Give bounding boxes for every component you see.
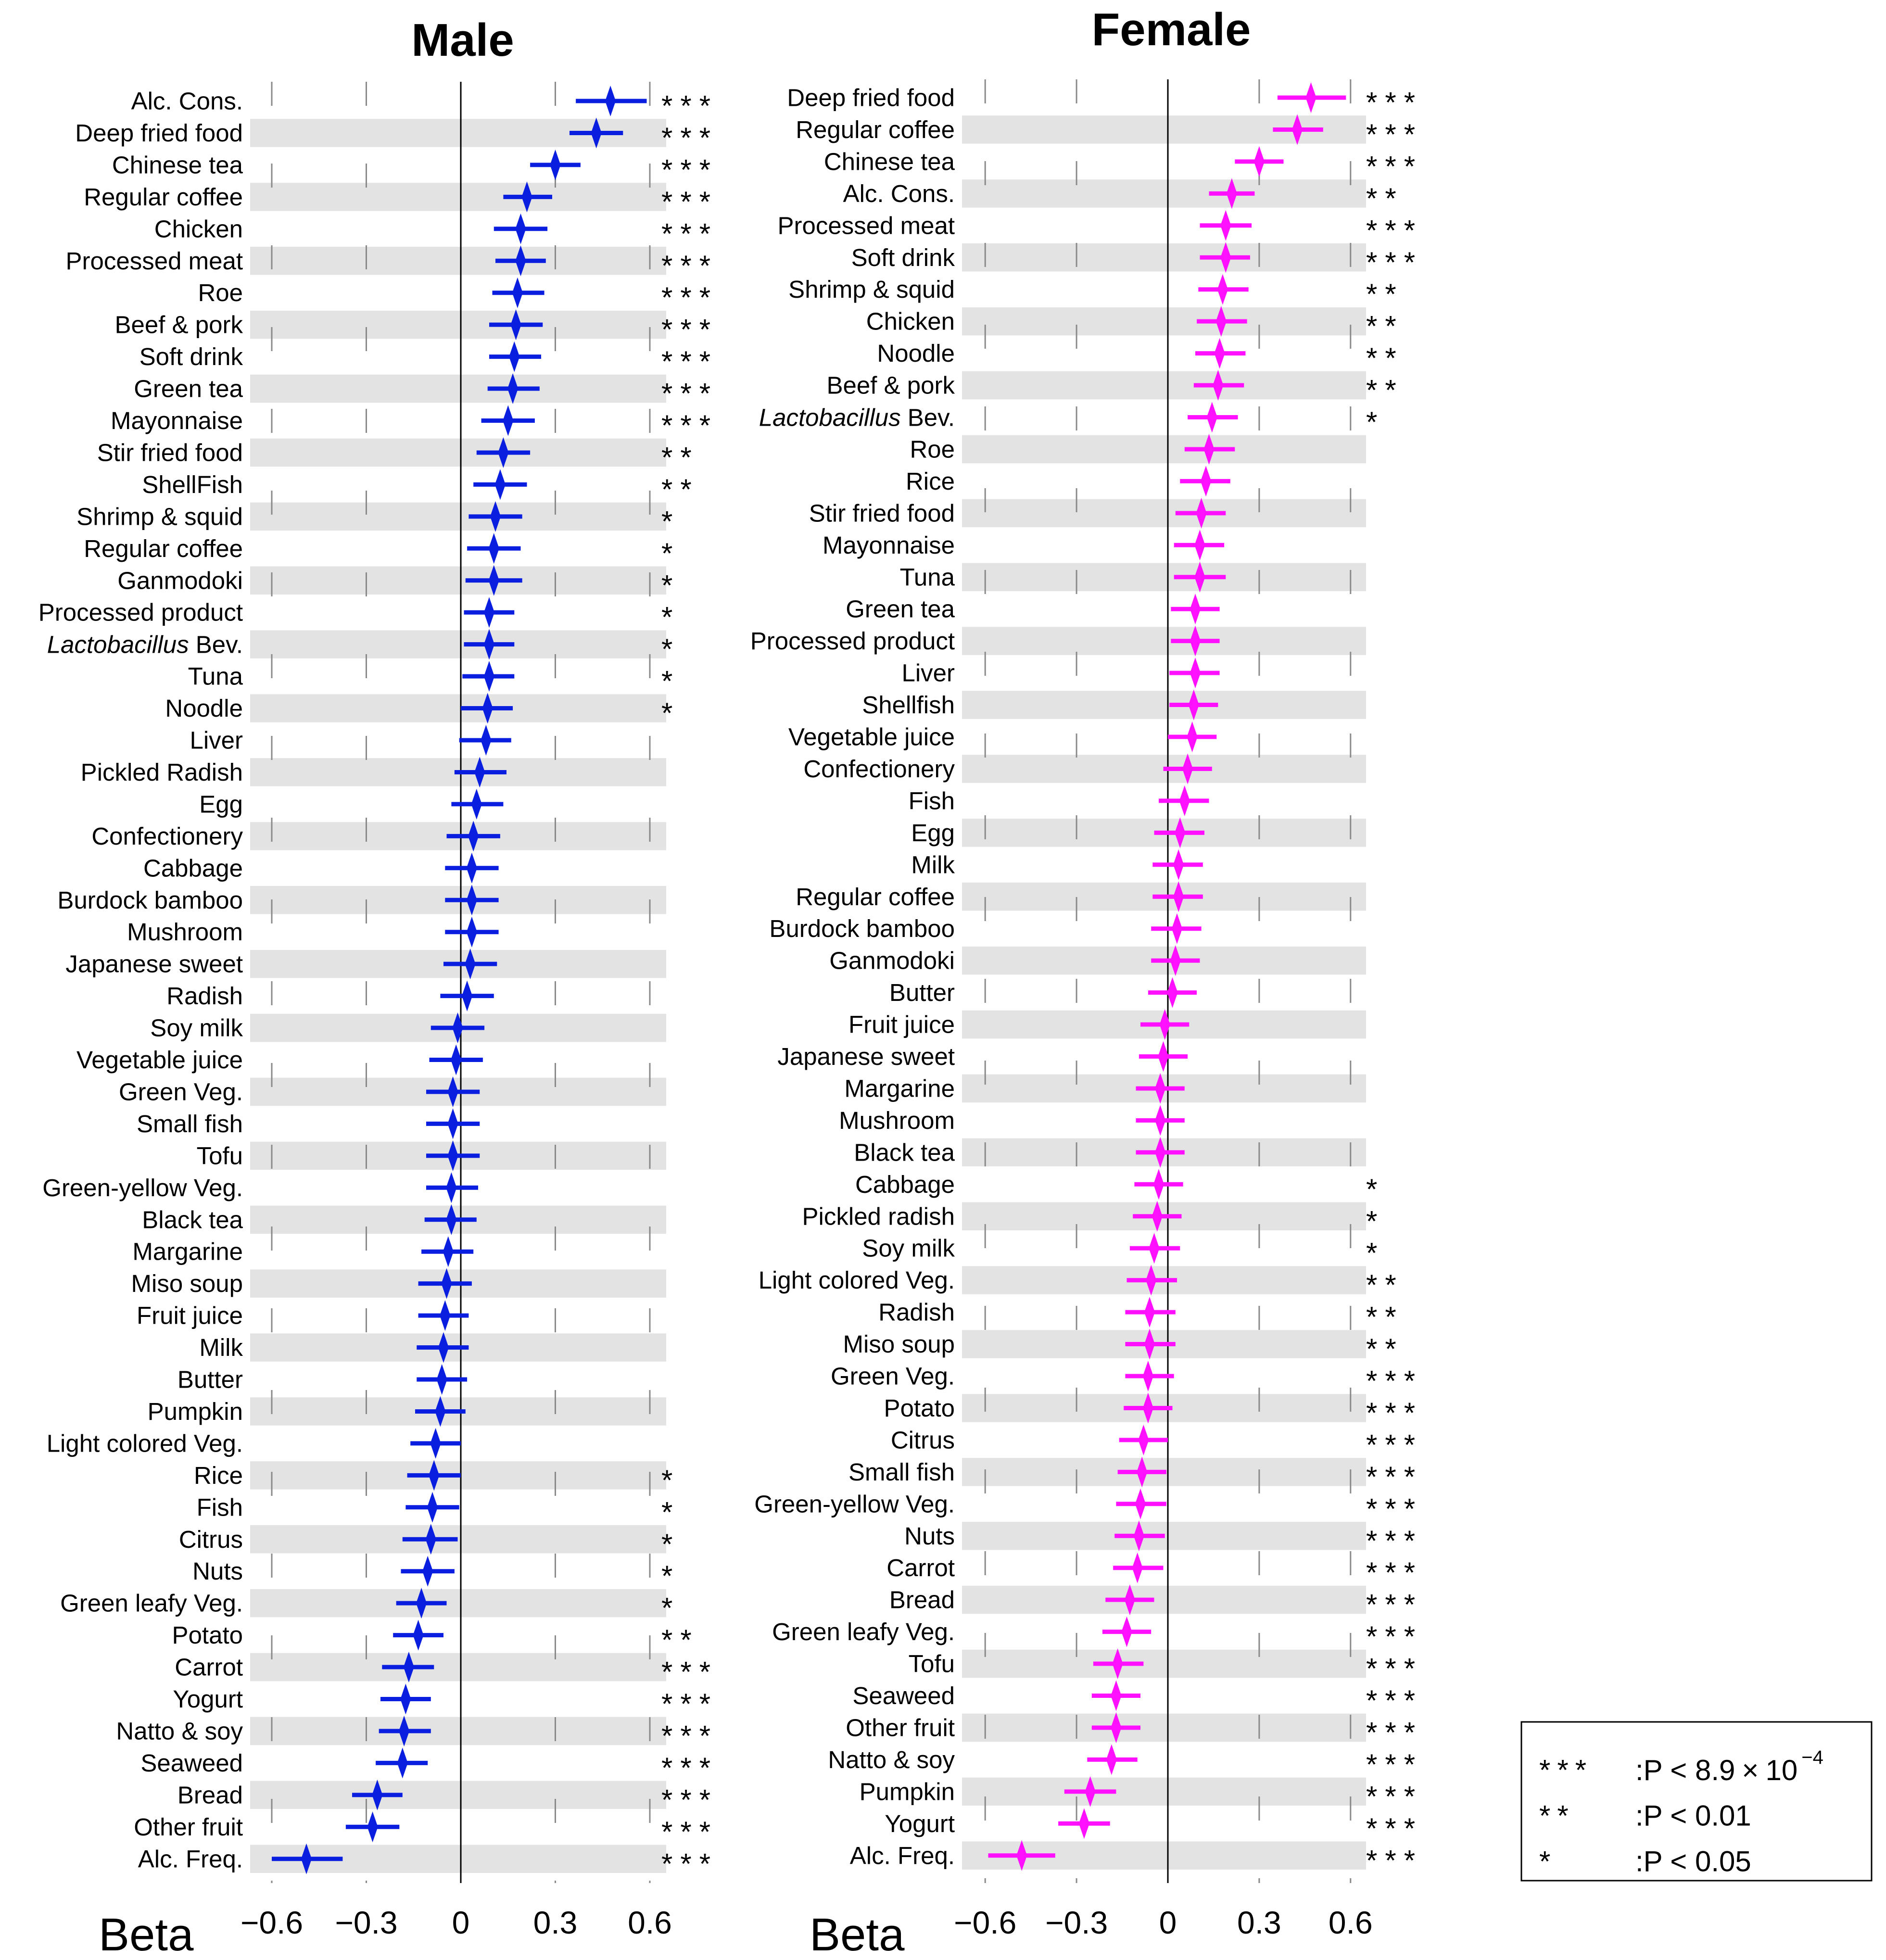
female-category-label: [759, 404, 955, 431]
female-significance-stars: **: [1366, 342, 1404, 375]
male-category-label: Radish: [166, 982, 243, 1010]
female-significance-stars: ***: [1366, 1524, 1423, 1557]
male-significance-stars: ***: [661, 377, 719, 410]
male-row-band: [250, 630, 666, 658]
female-category-label: Egg: [911, 819, 955, 847]
female-category-label: Pickled radish: [802, 1202, 955, 1230]
male-category-label: Mayonnaise: [111, 407, 243, 434]
male-significance-stars: ***: [661, 185, 719, 218]
male-category-label: Soy milk: [150, 1014, 243, 1042]
female-row-band: [962, 691, 1366, 719]
genus-italic: Lactobacillus: [47, 631, 189, 658]
female-category-label: Fish: [908, 787, 955, 815]
female-point-estimate: [1135, 1489, 1146, 1519]
male-category-label: Milk: [199, 1334, 243, 1362]
female-significance-stars: ***: [1366, 1620, 1423, 1653]
female-point-estimate: [1215, 338, 1225, 369]
male-point-estimate: [367, 1811, 378, 1842]
female-point-estimate: [1201, 466, 1211, 496]
male-category-label: Chinese tea: [112, 151, 243, 179]
genus-italic: Lactobacillus: [759, 404, 901, 431]
male-point-estimate: [550, 150, 561, 180]
male-category-label: Alc. Cons.: [131, 87, 243, 115]
female-category-label: Mushroom: [839, 1106, 955, 1134]
female-significance-stars: ***: [1366, 1588, 1423, 1621]
male-category-label: Rice: [193, 1461, 243, 1489]
female-category-label: Milk: [911, 851, 955, 879]
male-category-label: Pumpkin: [147, 1397, 243, 1425]
female-category-label: Ganmodoki: [829, 947, 955, 974]
female-category-label: Regular coffee: [796, 883, 955, 910]
male-significance-stars: *: [661, 665, 681, 697]
female-point-estimate: [1187, 721, 1198, 752]
female-significance-stars: ***: [1366, 1460, 1423, 1493]
male-significance-stars: ***: [661, 1656, 719, 1688]
female-significance-stars: ***: [1366, 214, 1423, 247]
female-x-tick-label: 0: [1159, 1905, 1177, 1940]
female-significance-stars: ***: [1366, 1780, 1423, 1813]
female-forest-panel: [750, 79, 1423, 1960]
female-category-label: Regular coffee: [796, 115, 955, 143]
male-significance-stars: ***: [661, 1847, 719, 1880]
female-category-label: Shrimp & squid: [788, 276, 955, 303]
female-point-estimate: [1144, 1297, 1155, 1328]
male-row-band: [250, 375, 666, 403]
female-category-label: Citrus: [890, 1426, 955, 1454]
category-suffix: Bev.: [900, 404, 955, 431]
male-point-estimate: [512, 278, 523, 308]
female-point-estimate: [1122, 1617, 1132, 1647]
female-significance-stars: ***: [1366, 1396, 1423, 1429]
female-category-label: Light colored Veg.: [758, 1266, 955, 1294]
female-point-estimate: [1179, 785, 1190, 816]
male-category-label: Deep fried food: [75, 119, 243, 147]
male-significance-stars: ***: [661, 1688, 719, 1720]
female-row-band: [962, 627, 1366, 655]
legend-stars-1: ***: [1539, 1754, 1594, 1786]
male-point-estimate: [443, 1236, 454, 1267]
male-point-estimate: [467, 853, 477, 884]
legend-times-sign: ×: [1742, 1754, 1759, 1786]
male-category-label: Green-yellow Veg.: [42, 1174, 243, 1201]
female-category-label: Tofu: [908, 1650, 955, 1678]
male-significance-stars: ***: [661, 1720, 719, 1752]
female-row-band: [962, 435, 1366, 464]
male-category-label: Citrus: [178, 1525, 243, 1553]
female-significance-stars: ***: [1366, 1812, 1423, 1845]
female-significance-stars: ***: [1366, 1716, 1423, 1749]
female-category-label: Japanese sweet: [777, 1043, 955, 1070]
male-significance-stars: *: [661, 601, 681, 633]
male-category-label: Soft drink: [139, 343, 243, 371]
female-category-label: Black tea: [854, 1138, 955, 1166]
male-category-label: Confectionery: [91, 822, 243, 850]
male-significance-stars: **: [661, 441, 699, 474]
male-point-estimate: [440, 1300, 450, 1331]
female-x-tick-label: 0.3: [1237, 1905, 1281, 1940]
female-point-estimate: [1143, 1361, 1153, 1391]
male-category-label: Fruit juice: [136, 1302, 243, 1329]
male-x-axis-label: Beta: [99, 1909, 194, 1960]
male-category-label: Light colored Veg.: [46, 1429, 243, 1457]
male-x-tick-label: −0.3: [335, 1905, 398, 1940]
male-point-estimate: [481, 725, 491, 756]
female-point-estimate: [1155, 1105, 1165, 1136]
female-significance-stars: *: [1366, 1237, 1385, 1269]
male-category-label: Burdock bamboo: [57, 886, 243, 914]
female-point-estimate: [1138, 1425, 1149, 1455]
female-category-label: Alc. Freq.: [849, 1842, 955, 1870]
female-category-label: Chicken: [866, 307, 955, 335]
male-row-band: [250, 1717, 666, 1745]
female-x-tick-label: 0.6: [1328, 1905, 1373, 1940]
male-point-estimate: [509, 341, 519, 372]
female-point-estimate: [1254, 146, 1265, 177]
female-category-label: Green leafy Veg.: [772, 1618, 955, 1646]
female-category-label: Stir fried food: [809, 499, 955, 527]
male-category-label: Alc. Freq.: [138, 1845, 243, 1873]
male-point-estimate: [397, 1747, 408, 1778]
female-point-estimate: [1079, 1808, 1089, 1839]
female-significance-stars: ***: [1366, 1844, 1423, 1877]
female-category-label: Processed product: [750, 627, 955, 655]
male-category-label: Cabbage: [143, 854, 243, 882]
male-category-label: Shrimp & squid: [76, 503, 243, 531]
female-category-label: Noodle: [877, 340, 955, 367]
female-point-estimate: [1132, 1553, 1143, 1583]
female-point-estimate: [1173, 849, 1184, 880]
male-category-label: Nuts: [192, 1557, 243, 1585]
legend-stars-2: **: [1539, 1799, 1575, 1832]
male-category-label: Roe: [198, 279, 243, 307]
female-category-label: Chinese tea: [823, 148, 955, 176]
male-category-label: Tuna: [188, 662, 243, 690]
male-category-label: Natto & soy: [116, 1717, 243, 1745]
female-significance-stars: **: [1366, 310, 1404, 342]
female-category-label: Processed meat: [777, 212, 955, 240]
female-category-label: Soy milk: [862, 1234, 955, 1262]
female-category-label: Bread: [889, 1586, 955, 1614]
female-category-label: Shellfish: [862, 691, 955, 719]
female-category-label: Burdock bamboo: [769, 915, 955, 943]
male-row-band: [250, 311, 666, 339]
male-category-label: Processed product: [38, 598, 243, 626]
male-significance-stars: ***: [661, 281, 719, 314]
female-row-band: [962, 1586, 1366, 1614]
male-x-tick-label: −0.6: [240, 1905, 304, 1940]
female-point-estimate: [1190, 594, 1201, 624]
male-category-label: Japanese sweet: [65, 950, 243, 978]
male-category-label: Liver: [190, 726, 243, 754]
legend-p-threshold-1: :P < 8.9: [1635, 1754, 1735, 1786]
male-significance-stars: **: [661, 1624, 699, 1657]
female-significance-stars: ***: [1366, 1365, 1423, 1397]
female-significance-stars: ***: [1366, 1429, 1423, 1461]
male-significance-stars: *: [661, 569, 681, 602]
male-category-label: Fish: [196, 1493, 243, 1521]
female-category-label: Cabbage: [855, 1170, 955, 1198]
female-point-estimate: [1167, 977, 1178, 1008]
female-category-label: Natto & soy: [828, 1745, 955, 1773]
male-category-label: Other fruit: [134, 1813, 243, 1841]
male-significance-stars: **: [661, 473, 699, 506]
male-point-estimate: [448, 1108, 458, 1139]
female-significance-stars: **: [1366, 182, 1404, 215]
male-significance-stars: ***: [661, 1815, 719, 1848]
legend-text-3: :P < 0.05: [1635, 1845, 1751, 1878]
male-significance-stars: ***: [661, 345, 719, 378]
male-category-label: Chicken: [154, 215, 243, 243]
male-x-tick-label: 0: [452, 1905, 470, 1940]
male-point-estimate: [605, 86, 616, 116]
male-significance-stars: ***: [661, 121, 719, 154]
male-significance-stars: ***: [661, 153, 719, 186]
female-row-band: [962, 1650, 1366, 1678]
male-category-label: Beef & pork: [114, 311, 243, 339]
female-category-label: Yogurt: [885, 1809, 955, 1837]
female-point-estimate: [1190, 658, 1201, 688]
male-point-estimate: [516, 214, 526, 244]
female-category-label: Small fish: [848, 1458, 955, 1486]
female-significance-stars: **: [1366, 278, 1404, 311]
male-point-estimate: [400, 1684, 411, 1715]
male-point-estimate: [462, 981, 472, 1012]
female-significance-stars: ***: [1366, 150, 1423, 183]
male-category-label: Green Veg.: [118, 1078, 243, 1106]
male-category-label: Regular coffee: [84, 534, 243, 562]
female-significance-stars: ***: [1366, 1748, 1423, 1781]
female-significance-stars: **: [1366, 1301, 1404, 1333]
male-category-label: Mushroom: [127, 918, 243, 946]
male-row-band: [250, 183, 666, 211]
male-point-estimate: [471, 789, 482, 820]
female-category-label: Green tea: [846, 595, 955, 623]
female-significance-stars: ***: [1366, 86, 1423, 119]
female-significance-stars: ***: [1366, 1684, 1423, 1717]
male-significance-stars: ***: [661, 1751, 719, 1784]
male-significance-stars: *: [661, 1592, 681, 1624]
male-forest-panel: [38, 82, 718, 1960]
female-category-label: Carrot: [886, 1554, 955, 1582]
female-row-band: [962, 307, 1366, 336]
male-point-estimate: [427, 1492, 438, 1523]
male-category-label: Butter: [177, 1366, 243, 1393]
male-point-estimate: [489, 533, 499, 564]
female-point-estimate: [1149, 1233, 1160, 1264]
legend-exponent: −4: [1801, 1747, 1823, 1768]
female-category-label: Seaweed: [852, 1682, 955, 1709]
female-point-estimate: [1106, 1744, 1117, 1775]
female-category-label: Beef & pork: [826, 371, 955, 399]
female-category-label: Pumpkin: [859, 1778, 955, 1806]
category-suffix: Bev.: [189, 631, 243, 658]
female-category-label: Radish: [878, 1298, 955, 1326]
female-significance-stars: ***: [1366, 246, 1423, 278]
male-category-label: Miso soup: [131, 1270, 243, 1298]
female-category-label: Nuts: [904, 1522, 955, 1550]
female-category-label: Deep fried food: [787, 84, 955, 112]
female-significance-stars: ***: [1366, 118, 1423, 151]
female-row-band: [962, 563, 1366, 592]
female-category-label: Potato: [884, 1394, 955, 1422]
female-category-label: Miso soup: [843, 1330, 955, 1358]
female-significance-stars: ***: [1366, 1556, 1423, 1589]
female-significance-stars: *: [1366, 1205, 1385, 1238]
female-x-tick-label: −0.3: [1045, 1905, 1108, 1940]
male-category-label: Green tea: [134, 375, 243, 403]
male-point-estimate: [484, 661, 494, 692]
male-category-label: Green leafy Veg.: [60, 1589, 243, 1617]
female-x-tick-label: −0.6: [954, 1905, 1017, 1940]
female-category-label: Margarine: [844, 1075, 955, 1102]
male-point-estimate: [430, 1428, 441, 1459]
female-category-label: Soft drink: [851, 243, 955, 271]
male-category-label: Potato: [172, 1621, 243, 1649]
male-row-band: [250, 247, 666, 275]
female-category-label: Confectionery: [803, 755, 955, 783]
female-point-estimate: [1195, 530, 1205, 560]
male-significance-stars: ***: [661, 313, 719, 346]
female-category-label: Other fruit: [846, 1714, 955, 1742]
female-category-label: Alc. Cons.: [843, 179, 955, 207]
legend-text-2: :P < 0.01: [1635, 1799, 1751, 1832]
male-point-estimate: [495, 469, 506, 500]
male-category-label: Vegetable juice: [76, 1046, 243, 1074]
male-x-tick-label: 0.6: [628, 1905, 672, 1940]
female-category-label: Mayonnaise: [823, 531, 955, 559]
male-category-label: Seaweed: [140, 1749, 243, 1777]
male-point-estimate: [422, 1556, 433, 1587]
male-category-label: ShellFish: [142, 470, 243, 498]
male-significance-stars: *: [661, 1528, 681, 1560]
male-point-estimate: [446, 1172, 456, 1203]
female-row-band: [962, 179, 1366, 208]
male-point-estimate: [413, 1620, 424, 1651]
female-point-estimate: [1111, 1681, 1121, 1711]
male-row-band: [250, 439, 666, 467]
male-row-band: [250, 567, 666, 595]
legend-stars-3: *: [1539, 1845, 1557, 1878]
female-significance-stars: **: [1366, 374, 1404, 406]
male-category-label: Black tea: [142, 1206, 243, 1234]
male-row-band: [250, 503, 666, 531]
male-category-label: Margarine: [132, 1238, 243, 1265]
significance-legend: [1521, 1722, 1872, 1881]
male-category-label: Tofu: [196, 1142, 243, 1170]
male-panel-title: Male: [411, 14, 514, 66]
male-category-label: Yogurt: [173, 1685, 243, 1713]
male-category-label: Egg: [199, 790, 243, 818]
male-point-estimate: [503, 405, 513, 436]
female-category-label: Tuna: [899, 563, 955, 591]
male-category-label: Pickled Radish: [80, 758, 243, 786]
male-significance-stars: *: [661, 1496, 681, 1529]
female-significance-stars: *: [1366, 406, 1385, 438]
female-significance-stars: ***: [1366, 1492, 1423, 1525]
male-category-label: Carrot: [175, 1653, 243, 1681]
male-category-label: Stir fried food: [97, 439, 243, 467]
female-point-estimate: [1207, 402, 1217, 433]
female-point-estimate: [1172, 913, 1182, 944]
female-point-estimate: [1306, 82, 1316, 113]
male-significance-stars: *: [661, 537, 681, 569]
female-category-label: Fruit juice: [848, 1011, 955, 1038]
female-point-estimate: [1153, 1169, 1164, 1200]
female-point-estimate: [1158, 1041, 1169, 1072]
female-row-band: [962, 243, 1366, 272]
female-category-label: Vegetable juice: [788, 723, 955, 751]
male-category-label: Processed meat: [65, 247, 243, 275]
male-row-band: [250, 1653, 666, 1682]
female-significance-stars: **: [1366, 1333, 1404, 1366]
female-category-label: Butter: [889, 979, 955, 1007]
male-point-estimate: [451, 1045, 461, 1075]
male-row-band: [250, 1589, 666, 1618]
female-row-band: [962, 1714, 1366, 1742]
male-significance-stars: ***: [661, 1783, 719, 1816]
female-panel-title: Female: [1091, 4, 1251, 55]
male-point-estimate: [484, 597, 494, 628]
male-point-estimate: [467, 917, 477, 948]
male-significance-stars: *: [661, 697, 681, 730]
female-significance-stars: ***: [1366, 1652, 1423, 1685]
male-significance-stars: *: [661, 633, 681, 666]
male-significance-stars: ***: [661, 249, 719, 282]
female-row-band: [962, 371, 1366, 400]
female-point-estimate: [1220, 210, 1231, 241]
male-significance-stars: *: [661, 505, 681, 538]
female-x-axis-label: Beta: [810, 1909, 905, 1960]
female-category-label: Green-yellow Veg.: [754, 1490, 955, 1518]
male-category-label: Ganmodoki: [117, 567, 243, 594]
male-category-label: Noodle: [165, 695, 243, 722]
female-point-estimate: [1217, 274, 1228, 305]
male-category-label: Small fish: [136, 1110, 243, 1138]
female-row-band: [962, 499, 1366, 528]
male-row-band: [250, 1781, 666, 1809]
female-category-label: Rice: [905, 467, 955, 495]
male-significance-stars: *: [661, 1560, 681, 1593]
male-significance-stars: ***: [661, 89, 719, 122]
male-category-label: [47, 631, 243, 658]
male-row-band: [250, 694, 666, 722]
female-significance-stars: *: [1366, 1173, 1385, 1205]
male-significance-stars: ***: [661, 217, 719, 250]
male-category-label: Bread: [177, 1781, 243, 1809]
male-row-band: [250, 1525, 666, 1554]
male-category-label: Regular coffee: [84, 183, 243, 211]
female-category-label: Green Veg.: [830, 1362, 955, 1390]
female-category-label: Liver: [901, 659, 955, 687]
female-row-band: [962, 1778, 1366, 1806]
male-significance-stars: *: [661, 1464, 681, 1496]
female-significance-stars: **: [1366, 1269, 1404, 1302]
legend-base: 10: [1765, 1754, 1798, 1786]
female-category-label: Roe: [910, 435, 955, 463]
male-point-estimate: [437, 1364, 447, 1395]
male-x-tick-label: 0.3: [533, 1905, 578, 1940]
male-significance-stars: ***: [661, 409, 719, 442]
